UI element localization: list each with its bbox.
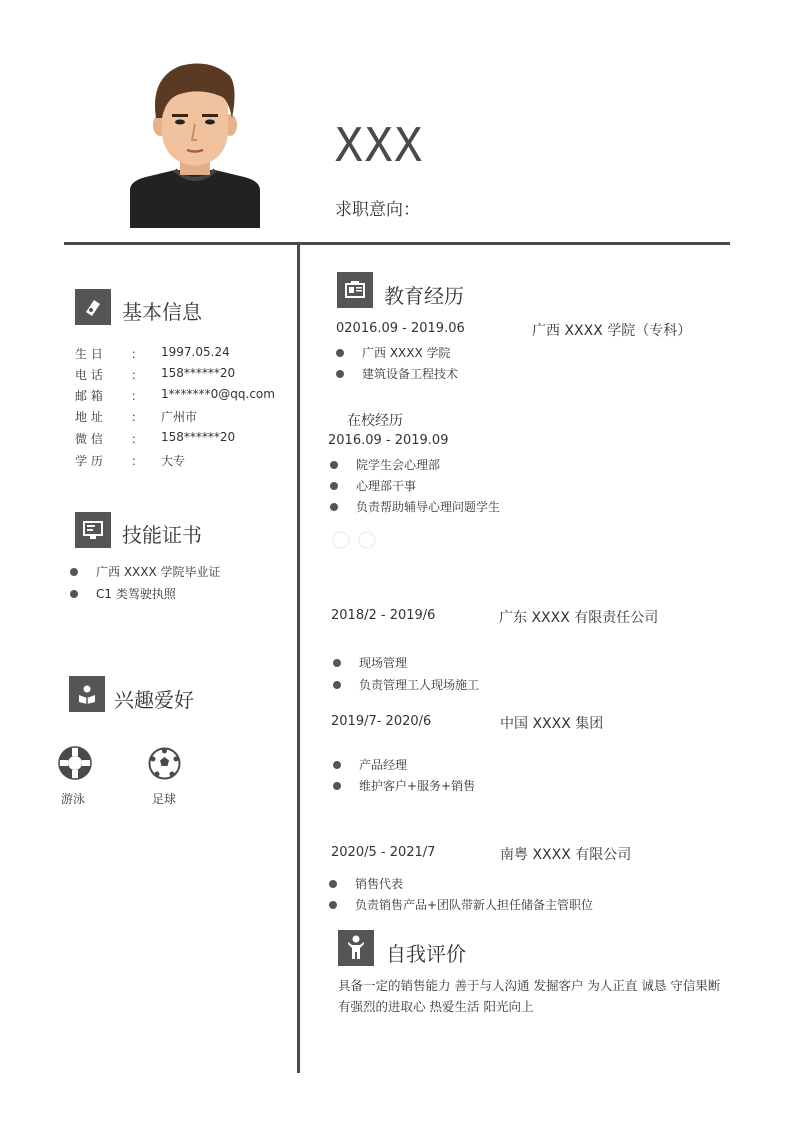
work-company: 中国 XXXX 集团: [500, 716, 604, 732]
education-title: 教育经历: [384, 284, 464, 308]
campus-bullet: [330, 498, 500, 515]
candidate-name: XXX: [335, 118, 425, 172]
work-bullet: [333, 777, 475, 794]
info-row-address: [75, 408, 197, 425]
campus-bullet: [330, 477, 416, 494]
bullet-text: 负责管理工人现场施工: [359, 678, 480, 692]
info-label: 地 址: [75, 410, 103, 424]
info-row-birthday: [75, 345, 230, 362]
work-company: 广东 XXXX 有限责任公司: [499, 610, 659, 626]
bullet-text: 负责销售产品+团队带新人担任储备主管职位: [355, 898, 594, 912]
bullet-dot: [333, 761, 341, 769]
job-intention-label: 求职意向：: [335, 200, 420, 220]
info-colon: ：: [131, 389, 144, 403]
self-eval-title: 自我评价: [386, 942, 466, 966]
info-row-email: [75, 387, 275, 404]
info-label: 生 日: [75, 347, 103, 361]
info-value: 1997.05.24: [161, 345, 230, 359]
skill-text: 广西 XXXX 学院毕业证: [96, 565, 221, 579]
skill-text: C1 类驾驶执照: [96, 587, 176, 601]
bullet-text: 广西 XXXX 学院: [362, 346, 451, 360]
campus-title: 在校经历: [347, 413, 403, 429]
info-value: 广州市: [161, 410, 198, 424]
work-period: 2019/7- 2020/6: [331, 714, 432, 729]
info-colon: ：: [131, 368, 144, 382]
person-icon: [338, 930, 374, 966]
bullet-dot: [330, 461, 338, 469]
faint-decoration-icon: [331, 530, 379, 554]
work-bullet: [333, 654, 407, 671]
info-colon: ：: [131, 347, 144, 361]
bullet-text: 现场管理: [359, 656, 408, 670]
skill-item: [70, 585, 176, 602]
bullet-dot: [333, 681, 341, 689]
bullet-text: 产品经理: [359, 758, 408, 772]
bullet-dot: [333, 659, 341, 667]
info-row-phone: [75, 366, 235, 383]
info-colon: ：: [131, 410, 144, 424]
info-label: 微 信: [75, 432, 103, 446]
bullet-dot: [336, 370, 344, 378]
skills-title: 技能证书: [122, 523, 202, 547]
header-divider: [64, 242, 730, 245]
info-value: 大专: [161, 454, 186, 468]
bullet-dot: [329, 880, 337, 888]
bullet-text: 院学生会心理部: [356, 458, 441, 472]
work-bullet: [329, 875, 403, 892]
campus-bullet: [330, 456, 440, 473]
bullet-text: 负责帮助辅导心理问题学生: [356, 500, 501, 514]
swim-ring-icon: [58, 746, 92, 784]
bullet-dot: [70, 590, 78, 598]
football-icon: [148, 747, 181, 784]
hobby-label-swim: 游泳: [61, 792, 86, 806]
info-value: 1*******0@qq.com: [161, 387, 275, 401]
bullet-text: 销售代表: [355, 877, 404, 891]
education-period: 02016.09 - 2019.06: [336, 321, 465, 336]
education-icon: [337, 272, 373, 308]
bullet-dot: [336, 349, 344, 357]
work-bullet: [329, 896, 593, 913]
work-period: 2020/5 - 2021/7: [331, 845, 436, 860]
bullet-dot: [70, 568, 78, 576]
self-eval-text: 具备一定的销售能力 善于与人沟通 发掘客户 为人正直 诚恳 守信果断 有强烈的进取心 热爱生活 阳光向上: [338, 978, 721, 1014]
work-bullet: [333, 756, 407, 773]
work-company: 南粤 XXXX 有限公司: [500, 847, 632, 863]
info-label: 学 历: [75, 454, 103, 468]
bullet-text: 建筑设备工程技术: [362, 367, 459, 381]
certificate-icon: [75, 512, 111, 548]
info-row-education: [75, 452, 185, 469]
reading-icon: [69, 676, 105, 712]
work-period: 2018/2 - 2019/6: [331, 608, 436, 623]
pen-icon: [75, 289, 111, 325]
basic-info-title: 基本信息: [122, 300, 202, 324]
info-value: 158******20: [161, 430, 236, 444]
hobbies-title: 兴趣爱好: [114, 688, 194, 712]
info-value: 158******20: [161, 366, 236, 380]
info-label: 电 话: [75, 368, 103, 382]
info-colon: ：: [131, 432, 144, 446]
campus-period: 2016.09 - 2019.09: [328, 433, 449, 448]
bullet-text: 心理部干事: [356, 479, 417, 493]
bullet-dot: [333, 782, 341, 790]
skill-item: [70, 563, 221, 580]
avatar: [130, 58, 260, 228]
info-colon: ：: [131, 454, 144, 468]
info-label: 邮 箱: [75, 389, 103, 403]
column-divider: [297, 245, 300, 1073]
bullet-dot: [330, 482, 338, 490]
work-bullet: [333, 676, 479, 693]
info-row-wechat: [75, 430, 235, 447]
bullet-dot: [330, 503, 338, 511]
bullet-dot: [329, 901, 337, 909]
education-bullet: [336, 344, 451, 361]
education-school: 广西 XXXX 学院（专科）: [532, 323, 692, 339]
bullet-text: 维护客户+服务+销售: [359, 779, 476, 793]
hobby-label-football: 足球: [152, 792, 177, 806]
education-bullet: [336, 365, 458, 382]
